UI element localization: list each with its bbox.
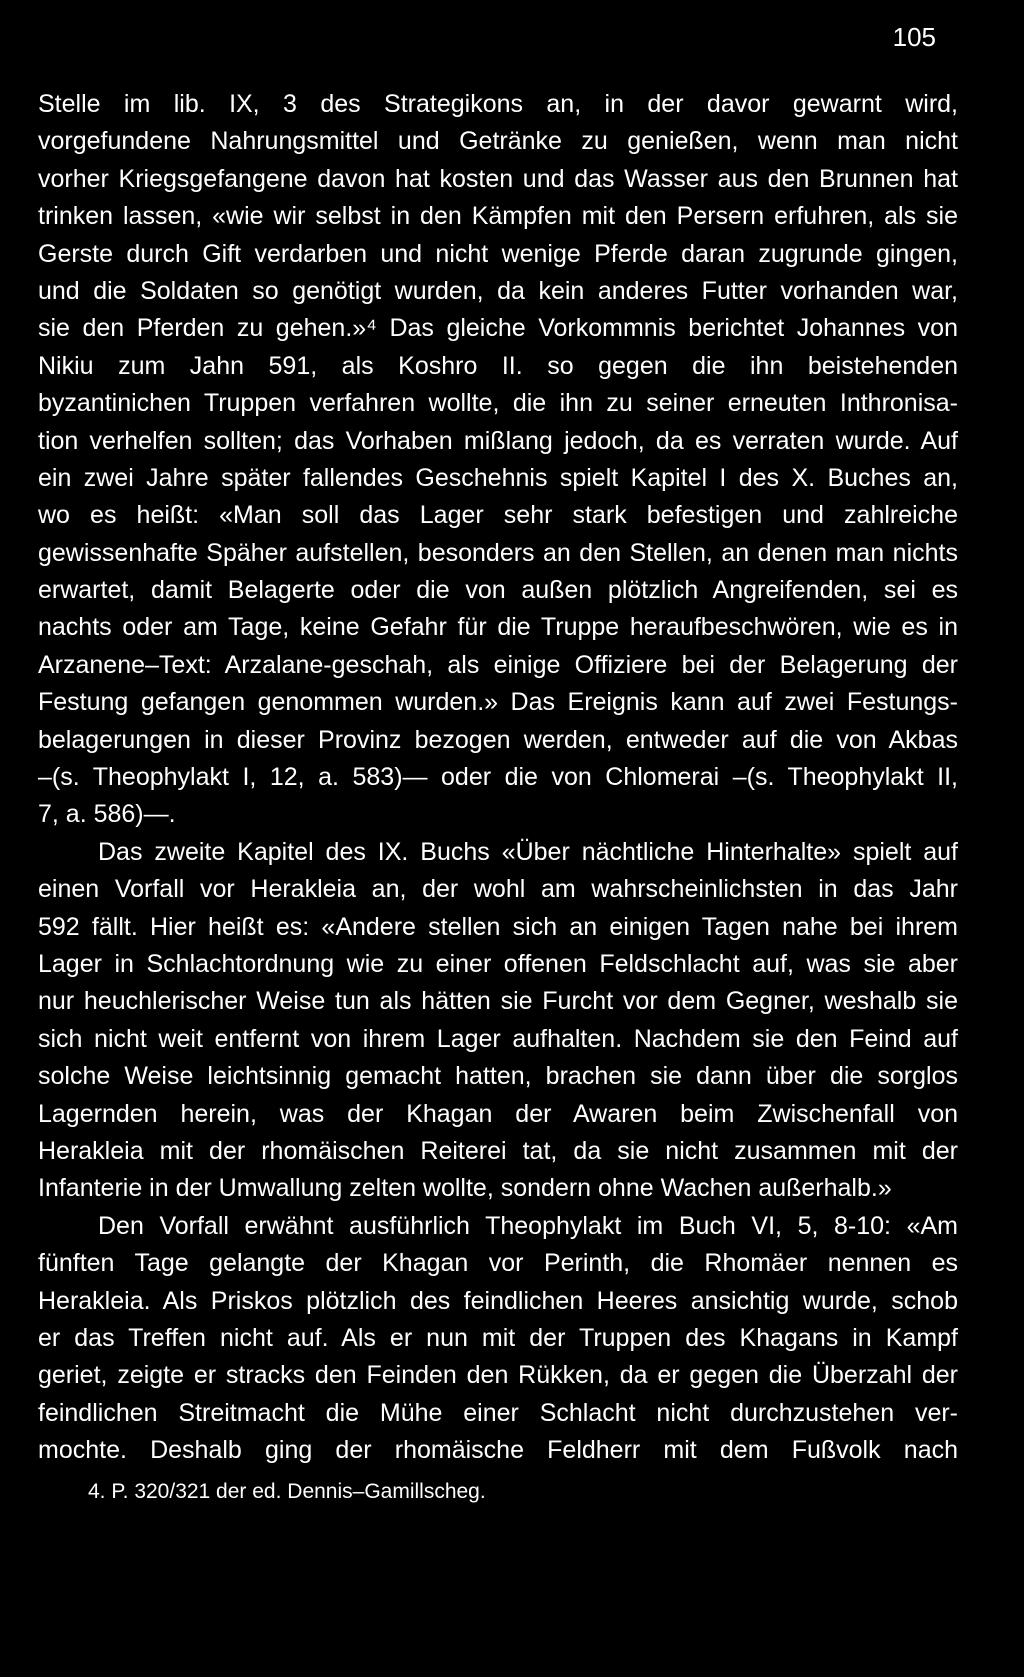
text-line: nur heuchlerischer Weise tun als hätten sie Furcht vor dem Gegner, weshalb sie — [38, 987, 958, 1016]
text-line: Stelle im lib. IX, 3 des Strategikons an, in der davor gewarnt wird, — [38, 90, 958, 118]
text-line: Lager in Schlachtordnung wie zu einer offenen Feldschlacht auf, was sie aber — [38, 949, 958, 978]
text-line: ein zwei Jahre später fallendes Geschehnis spielt Kapitel I des X. Buches an, — [38, 463, 958, 492]
text-line: Herakleia mit der rhomäischen Reiterei tat, da sie nicht zusammen mit der — [38, 1136, 958, 1165]
text-line: mochte. Deshalb ging der rhomäische Feldherr mit dem Fußvolk nach — [38, 1436, 958, 1465]
text-line: Arzanene–Text: Arzalane-geschah, als einige Offiziere bei der Belagerung der — [38, 650, 958, 679]
text-line: Nikiu zum Jahn 591, als Koshro II. so gegen die ihn beistehenden — [38, 351, 958, 380]
text-line: byzantinichen Truppen verfahren wollte, die ihn zu seiner erneuten Inthronisa- — [38, 389, 958, 418]
body-text — [38, 86, 958, 1469]
text-line: solche Weise leichtsinnig gemacht hatten, brachen sie dann über die sorglos — [38, 1062, 958, 1091]
page-number: 105 — [892, 22, 936, 52]
text-line: sie den Pferden zu gehen.»⁴ Das gleiche Vorkommnis berichtet Johannes von — [38, 314, 958, 343]
text-line: nachts oder am Tage, keine Gefahr für die Truppe heraufbeschwören, wie es in — [38, 613, 958, 642]
text-line: Den Vorfall erwähnt ausführlich Theophylakt im Buch VI, 5, 8-10: «Am — [98, 1211, 958, 1240]
text-line: gewissenhafte Späher aufstellen, besonders an den Stellen, an denen man nichts — [38, 538, 958, 567]
text-line: einen Vorfall vor Herakleia an, der wohl am wahrscheinlichsten in das Jahr — [38, 875, 958, 904]
text-line: Lagernden herein, was der Khagan der Awaren beim Zwischenfall von — [38, 1099, 958, 1128]
text-line: trinken lassen, «wie wir selbst in den Kämpfen mit den Persern erfuhren, als sie — [38, 202, 958, 231]
text-line: geriet, zeigte er stracks den Feinden den Rükken, da er gegen die Überzahl der — [38, 1361, 958, 1390]
footnote: 4. P. 320/321 der ed. Dennis–Gamillscheg. — [88, 1480, 486, 1503]
text-line: vorgefundene Nahrungsmittel und Getränke zu genießen, wenn man nicht — [38, 127, 958, 156]
text-line: Das zweite Kapitel des IX. Buchs «Über nächtliche Hinterhalte» spielt auf — [98, 837, 958, 866]
text-line: Gerste durch Gift verdarben und nicht wenige Pferde daran zugrunde gingen, — [38, 239, 958, 268]
text-line: belagerungen in dieser Provinz bezogen werden, entweder auf die von Akbas — [38, 725, 958, 754]
text-line: 592 fällt. Hier heißt es: «Andere stellen sich an einigen Tagen nahe bei ihrem — [38, 912, 958, 941]
text-line: vorher Kriegsgefangene davon hat kosten und das Wasser aus den Brunnen hat — [38, 164, 958, 193]
text-line: feindlichen Streitmacht die Mühe einer Schlacht nicht durchzustehen ver- — [38, 1398, 958, 1427]
text-line: tion verhelfen sollten; das Vorhaben mißlang jedoch, da es verraten wurde. Auf — [38, 426, 958, 455]
text-line: wo es heißt: «Man soll das Lager sehr stark befestigen und zahlreiche — [38, 501, 958, 530]
text-line: er das Treffen nicht auf. Als er nun mit der Truppen des Khagans in Kampf — [38, 1323, 958, 1352]
text-line: Infanterie in der Umwallung zelten wollte, sondern ohne Wachen außerhalb.» — [38, 1174, 892, 1203]
text-line: erwartet, damit Belagerte oder die von außen plötzlich Angreifenden, sei es — [38, 576, 958, 605]
text-line: fünften Tage gelangte der Khagan vor Perinth, die Rhomäer nennen es — [38, 1249, 958, 1278]
text-line: Herakleia. Als Priskos plötzlich des feindlichen Heeres ansichtig wurde, schob — [38, 1286, 958, 1315]
text-line: Festung gefangen genommen wurden.» Das Ereignis kann auf zwei Festungs- — [38, 688, 958, 717]
text-line: 7, a. 586)—. — [38, 800, 176, 829]
text-line: sich nicht weit entfernt von ihrem Lager aufhalten. Nachdem sie den Feind auf — [38, 1024, 958, 1053]
text-line: –(s. Theophylakt I, 12, a. 583)— oder die von Chlomerai –(s. Theophylakt II, — [38, 763, 958, 792]
text-line: und die Soldaten so genötigt wurden, da kein anderes Futter vorhanden war, — [38, 276, 958, 305]
